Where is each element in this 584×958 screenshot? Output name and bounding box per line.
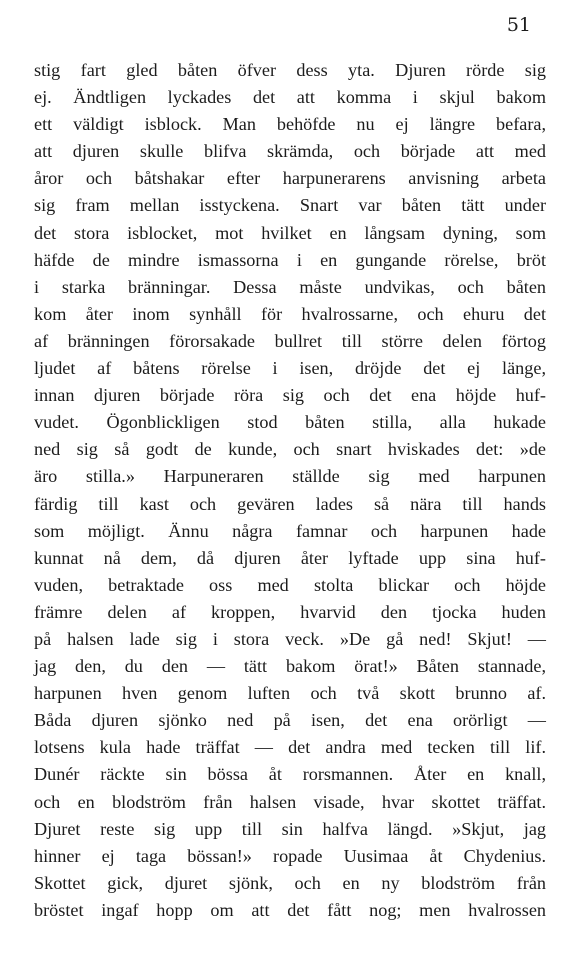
text-line: kunnat nå dem, då djuren åter lyftade upp sina huf- — [34, 547, 546, 568]
text-line: ej. Ändtligen lyckades det att komma i skjul bakom — [34, 87, 546, 108]
text-line: häfde de mindre ismassorna i en gungande rörelse, bröt — [34, 249, 546, 270]
text-line: ljudet af båtens rörelse i isen, dröjde det ej länge, — [34, 358, 546, 379]
text-line: harpunen hven genom luften och två skott brunno af. — [34, 683, 546, 704]
text-line: äro stilla.» Harpuneraren ställde sig med harpunen — [34, 466, 546, 487]
text-line: det stora isblocket, mot hvilket en långsam dyning, som — [34, 222, 546, 243]
text-line: lotsens kula hade träffat — det andra med tecken till lif. — [34, 737, 546, 758]
text-line: Skottet gick, djuret sjönk, och en ny blodström från — [34, 872, 546, 893]
text-line: af bränningen förorsakade bullret till större delen förtog — [34, 330, 546, 351]
text-line: vuden, betraktade oss med stolta blickar och höjde — [34, 574, 546, 595]
text-line: jag den, du den — tätt bakom örat!» Båten stannade, — [34, 656, 546, 677]
text-line: vudet. Ögonblickligen stod båten stilla, alla hukade — [34, 412, 546, 433]
text-line: stig fart gled båten öfver dess yta. Djuren rörde sig — [34, 60, 546, 80]
text-line: att djuren skulle blifva skrämda, och började att med — [34, 141, 546, 162]
text-line: som möjligt. Ännu några famnar och harpunen hade — [34, 520, 546, 541]
text-line: innan djuren började röra sig och det ena höjde huf- — [34, 385, 546, 406]
text-line: ned sig så godt de kunde, och snart hviskades det: »de — [34, 439, 546, 460]
text-line: Båda djuren sjönko ned på isen, det ena orörligt — — [34, 710, 546, 731]
text-line: Djuret reste sig upp till sin halfva längd. »Skjut, jag — [34, 818, 546, 839]
page-number: 51 — [506, 14, 531, 36]
text-line: åror och båtshakar efter harpunerarens anvisning arbeta — [34, 168, 546, 189]
text-line: främre delen af kroppen, hvarvid den tjocka huden — [34, 601, 546, 622]
text-line: färdig till kast och gevären lades så nära till hands — [34, 493, 546, 514]
text-line: kom åter inom synhåll för hvalrossarne, och ehuru det — [34, 303, 546, 324]
body-text — [34, 57, 546, 924]
text-line: sig fram mellan isstyckena. Snart var båten tätt under — [34, 195, 546, 216]
text-line: i starka bränningar. Dessa måste undvikas, och båten — [34, 276, 546, 297]
text-line: på halsen lade sig i stora veck. »De gå ned! Skjut! — — [34, 628, 546, 649]
text-line: Dunér räckte sin bössa åt rorsmannen. Åter en knall, — [34, 764, 546, 785]
text-line: ett väldigt isblock. Man behöfde nu ej längre befara, — [34, 114, 546, 135]
text-line: hinner ej taga bössan!» ropade Uusimaa åt Chydenius. — [34, 845, 546, 866]
text-line: och en blodström från halsen visade, hvar skottet träffat. — [34, 791, 546, 812]
text-line: bröstet ingaf hopp om att det fått nog; men hvalrossen — [34, 899, 546, 920]
